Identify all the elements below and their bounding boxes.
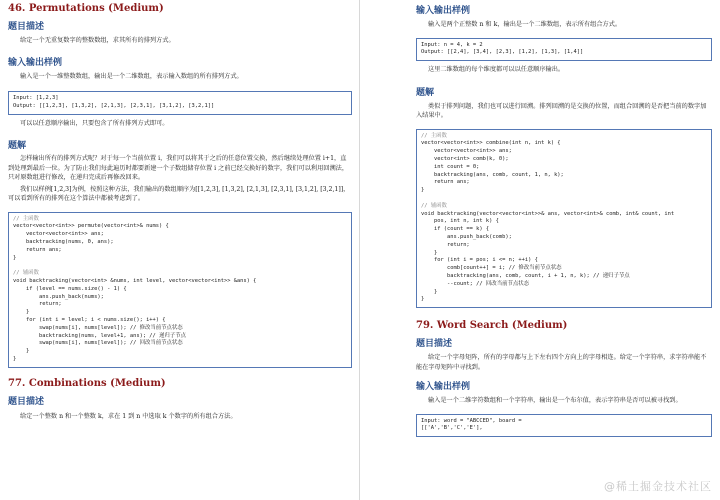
p77-code-line: comb[count++] = i; // 修改当前节点状态 [421,265,562,272]
p46-solution-para-2: 我们以样例[1,2,3]为例，按照这种方法，我们输出的数组顺序为[[1,2,3], [1,3,2], [2,1,3], [2,3,1], [3,1,2], [3,2,1]]，可以看到所有的排列在这个算法中都被考虑到了。 [8,185,350,203]
p77-description: 给定一个整数 n 和一个整数 k，求在 1 到 n 中选取 k 个数字的所有组合方法。 [20,412,237,420]
p77-code-line: backtracking(ans, comb, count, 1, n, k); [421,171,564,178]
p46-code-line: ans.push_back(nums); [13,293,104,300]
p77-code-line: for (int i = pos; i <= n; ++i) { [421,257,538,264]
p79-io-text: 输入是一个二维字符数组和一个字符串，输出是一个布尔值，表示字符串是否可以被寻找到。 [428,397,682,405]
p46-code-line: if (level == nums.size() - 1) { [13,285,127,292]
p77-code-block [416,129,712,309]
p46-solution-para-1: 怎样输出所有的排列方式呢？对于每一个当前位置 i，我们可以将其于之后的任意位置交换，然后继续处理位置 i+1，直到处理到最后一位。为了防止我们每此遍历时都要新建一个子数组储存位置 i 之前已经交换好的数字，我们可以利用回溯法，只对原数组进行修改，在递归完成后再修改回来。 [8,155,349,182]
p46-code-line: backtracking(nums, level+1, ans); // 递归子节点 [13,332,186,339]
p77-sample-box [416,38,712,62]
p77-code-line: } [421,288,438,295]
p79-sample-line-1: Input: word = "ABCCED", board = [421,417,522,424]
p77-code-line: int count = 0; [421,163,480,170]
p46-code-line: } [13,348,30,355]
p77-code-line [421,195,707,203]
p79-sample-box [416,414,712,438]
p77-code-line: // 辅函数 [421,202,447,209]
p79-description: 给定一个字母矩阵，所有的字母都与上下左右四个方向上的字母相连。给定一个字符串，求字符串能不能在字母矩阵中寻找到。 [416,354,707,371]
p46-code-line: for (int i = level; i < nums.size(); i++) { [13,316,166,323]
p77-code-line: return ans; [421,179,470,186]
watermark: @稀土掘金技术社区 [604,480,712,493]
p46-io-text: 输入是一个一维整数数组，输出是一个二维数组，表示输入数组的所有排列方式。 [20,72,243,80]
p46-code-line: } [13,309,30,316]
p46-io-heading: 输入输出样例 [8,57,63,68]
p46-code-line: vector<vector<int>> permute(vector<int>& nums) { [13,223,169,230]
p77-solution: 类似于排列问题，我们也可以进行回溯。排列回溯的是交换的位置，而组合回溯的是否把当前的数字加入结果中。 [416,102,707,120]
p77-code-line: ans.push_back(comb); [421,233,512,240]
problem-46-title: 46. Permutations (Medium) [8,3,164,14]
p46-code-line: // 辅函数 [13,270,39,277]
p46-solution-heading: 题解 [8,141,27,152]
p77-code-line: vector<vector<int>> ans; [421,148,512,155]
p79-sample-line-2: [['A','B','C','E'], [421,425,483,432]
p77-code-line: } [421,249,438,256]
p46-code-line: return ans; [13,246,62,253]
p46-code-line: swap(nums[i], nums[level]); // 修改当前节点状态 [13,324,183,331]
p46-after-sample: 可以以任意顺序输出，只要包含了所有排列方式即可。 [20,119,169,127]
p77-io-heading: 输入输出样例 [416,6,471,16]
p46-sample-output: Output: [[1,2,3], [1,3,2], [2,1,3], [2,3,1], [3,1,2], [3,2,1]] [13,102,215,109]
p77-sample-input: Input: n = 4, k = 2 [421,41,483,48]
p77-code-line: --count; // 回改当前节点状态 [421,280,530,287]
p46-code-line: // 主函数 [13,215,39,222]
problem-77-title: 77. Combinations (Medium) [8,377,166,389]
p46-code-line: } [13,254,17,261]
right-page [360,0,720,500]
problem-79-title: 79. Word Search (Medium) [416,320,568,332]
p77-code-line: } [421,296,425,303]
p77-code-line: pos, int n, int k) { [421,218,499,225]
p77-io-text: 输入是两个正整数 n 和 k，输出是一个二维数组，表示所有组合方式。 [428,21,622,28]
p46-code-line: backtracking(nums, 0, ans); [13,238,114,245]
p77-after-sample: 这里二维数组的每个维度都可以以任意顺序输出。 [428,66,565,74]
p46-code-block [8,212,352,368]
p77-sample-output: Output: [[2,4], [3,4], [2,3], [1,2], [1,3], [1,4]] [421,49,584,56]
p46-code-line: swap(nums[i], nums[level]); // 回改当前节点状态 [13,340,183,347]
p46-description: 给定一个无重复数字的整数数组，求其所有的排列方式。 [20,37,175,44]
p77-code-line: if (count == k) { [421,226,490,233]
p79-io-heading: 输入输出样例 [416,382,471,393]
p77-code-line: } [421,187,425,194]
p77-code-line: vector<int> comb(k, 0); [421,155,509,162]
p46-description-heading: 题目描述 [8,22,45,32]
p46-code-line: void backtracking(vector<int> &nums, int level, vector<vector<int>> &ans) { [13,277,257,284]
p77-description-heading: 题目描述 [8,396,45,407]
p77-code-line: // 主函数 [421,132,447,139]
p46-sample-input: Input: [1,2,3] [13,95,59,101]
p77-code-line: return; [421,241,470,248]
p77-code-line: backtracking(ans, comb, count, i + 1, n, k); // 递归子节点 [421,272,630,279]
p77-code-line: void backtracking(vector<vector<int>>& ans, vector<int>& comb, int& count, int [421,210,675,217]
p77-solution-heading: 题解 [416,87,435,98]
p46-code-line: } [13,355,17,362]
p46-code-line [13,262,347,270]
p46-sample-box [8,91,352,115]
p79-description-heading: 题目描述 [416,339,453,350]
p46-code-line: return; [13,301,62,308]
p46-code-line: vector<vector<int>> ans; [13,231,104,238]
p77-code-line: vector<vector<int>> combine(int n, int k) { [421,140,561,147]
